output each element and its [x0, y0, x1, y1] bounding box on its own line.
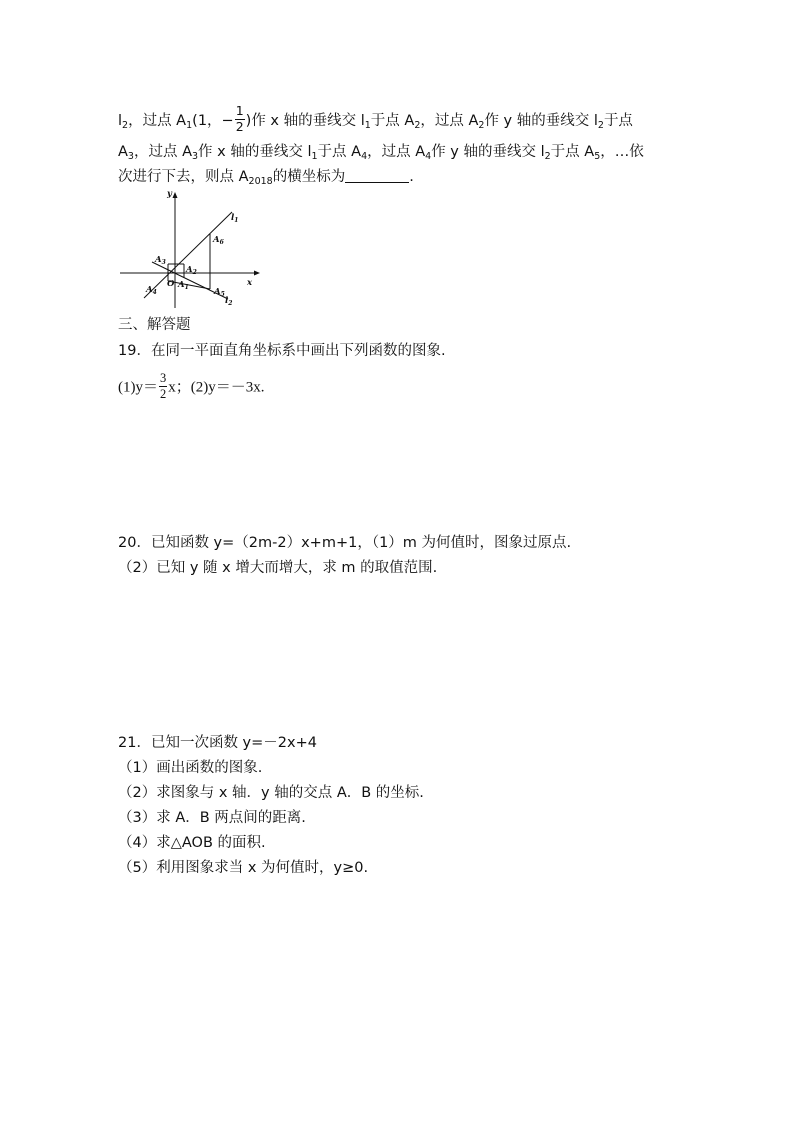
label-a5: $A_5$ [214, 287, 225, 298]
q21-item-3: （3）求 A．B 两点间的距离. [118, 810, 306, 826]
q19-text: 19．在同一平面直角坐标系中画出下列函数的图象. [118, 343, 446, 359]
section-heading: 三、解答题 [118, 317, 191, 333]
coordinate-figure [118, 186, 268, 314]
label-a1: $A_1$ [178, 280, 189, 291]
q18-line-1: $l_2$，过点 $A_1(1$，− $\frac{1}{2}$ )作 x 轴的垂线交 $l_1$于点 $A_2$，过点 $A_2$作 y 轴的垂线交 $l_2$于点 [118, 103, 633, 134]
label-x: x [247, 278, 253, 288]
label-origin: O [167, 279, 175, 289]
label-a2: $A_2$ [186, 265, 197, 276]
q18-line-2: $A_3$，过点 $A_3$作 x 轴的垂线交 $l_1$于点 $A_4$，过点 $A_4$作 y 轴的垂线交 $l_2$于点 $A_5$，…依 [118, 144, 644, 162]
q21-title: 21．已知一次函数 y=－2x+4 [118, 735, 317, 751]
label-l2: $l_2$ [225, 296, 233, 307]
x-axis-arrow [254, 271, 260, 276]
label-a3: $A_3$ [155, 255, 166, 266]
q19-functions: (1)y＝ $\frac{3}{2}$ x；(2)y＝－3x. [118, 371, 265, 401]
label-y: y [167, 189, 172, 199]
label-a6: $A_6$ [213, 235, 224, 246]
q21-item-5: （5）利用图象求当 x 为何值时，y≥0. [118, 860, 369, 876]
q20-line-2: （2）已知 y 随 x 增大而增大，求 m 的取值范围. [118, 560, 438, 576]
q18-line-3: 次进行下去，则点 $A_{2018}$的横坐标为 . [118, 169, 414, 187]
label-l1: $l_1$ [231, 213, 239, 224]
fraction-one-half: $\frac{1}{2}$ [235, 103, 244, 134]
q21-item-4: （4）求△AOB 的面积. [118, 835, 266, 851]
y-axis-arrow [173, 192, 178, 198]
q20-line-1: 20．已知函数 y=（2m-2）x+m+1，（1）m 为何值时，图象过原点. [118, 535, 572, 551]
q21-item-1: （1）画出函数的图象. [118, 760, 263, 776]
q21-item-2: （2）求图象与 x 轴．y 轴的交点 A．B 的坐标. [118, 785, 424, 801]
fraction-three-halves: $\frac{3}{2}$ [160, 371, 167, 401]
label-a4: $A_4$ [146, 285, 157, 296]
answer-blank[interactable] [345, 168, 409, 183]
